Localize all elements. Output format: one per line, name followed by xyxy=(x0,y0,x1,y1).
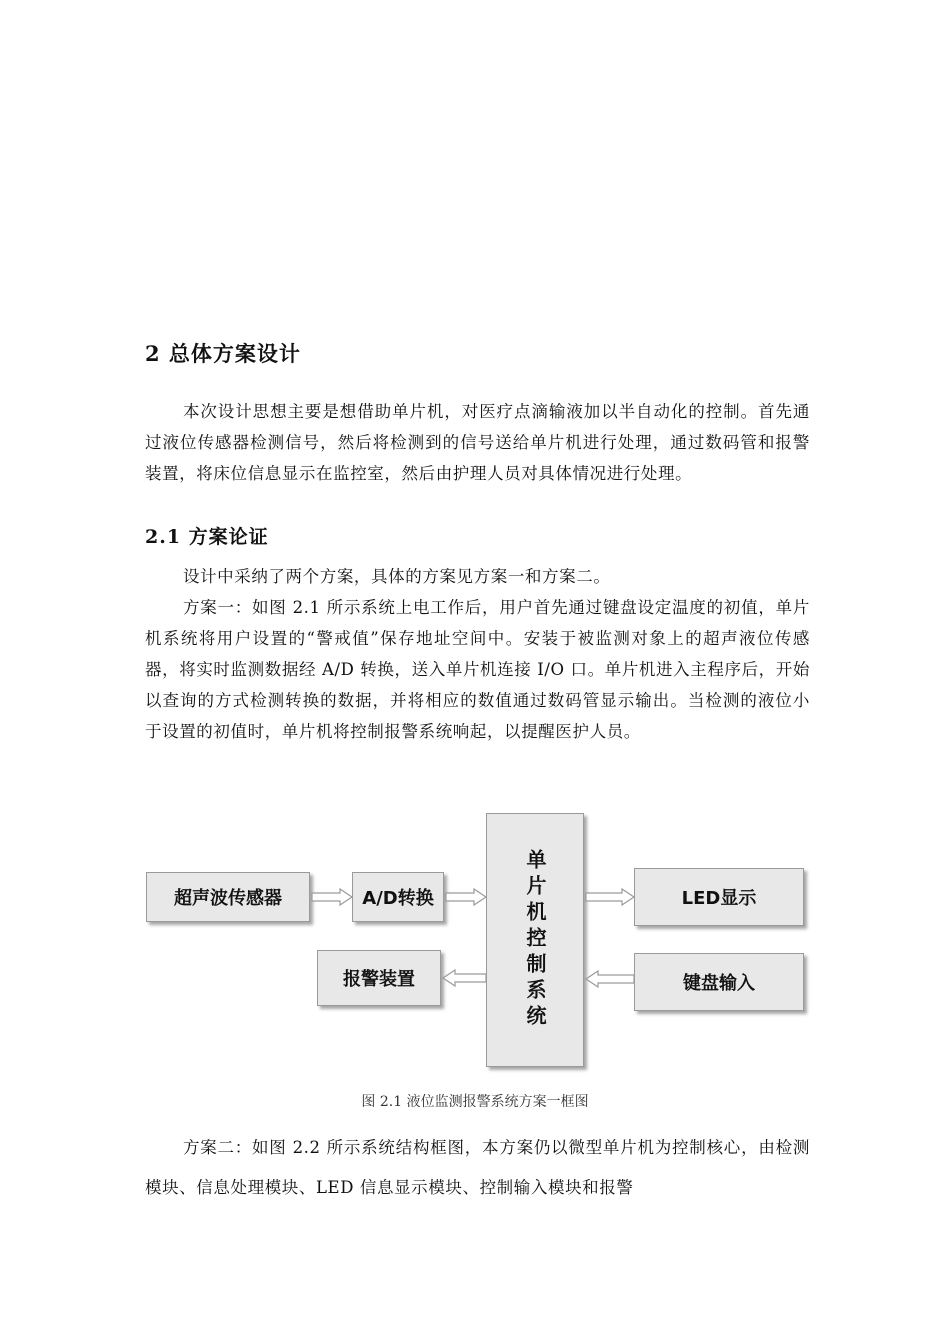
section-heading: 2 总体方案设计 xyxy=(145,341,301,366)
arrow-sensor-to-adc xyxy=(312,889,352,905)
keyboard-label: 键盘输入 xyxy=(683,973,755,994)
mcu-label: 单片机控制系统 xyxy=(523,849,547,1031)
led-label: LED显示 xyxy=(681,888,757,909)
arrow-keyboard-to-mcu xyxy=(586,971,634,987)
arrow-mcu-to-alarm xyxy=(443,970,486,986)
arrow-mcu-to-led xyxy=(586,889,634,905)
paragraph-scheme-one: 方案一：如图 2.1 所示系统上电工作后，用户首先通过键盘设定温度的初值，单片机系统将用户设置的“警戒值”保存地址空间中。安装于被监测对象上的超声液位传感器，将实时监测数据经 A/D 转换，送入单片机连接 I/O 口。单片机进入主程序后，开始以查询的方式检测转换的数据，并将相应的数值通过数码管显示输出。当检测的液位小于设置的初值时，单片机将控制报警系统响起，以提醒医护人员。 xyxy=(145,598,810,741)
adc-label: A/D转换 xyxy=(362,888,434,909)
figure-caption: 图 2.1 液位监测报警系统方案一框图 xyxy=(361,1094,589,1110)
subsection-heading: 2.1 方案论证 xyxy=(145,526,269,548)
intro-paragraph: 本次设计思想主要是想借助单片机，对医疗点滴输液加以半自动化的控制。首先通过液位传感器检测信号，然后将检测到的信号送给单片机进行处理，通过数码管和报警装置，将床位信息显示在监控室，然后由护理人员对具体情况进行处理。 xyxy=(145,402,810,483)
sensor-label: 超声波传感器 xyxy=(174,888,282,909)
arrow-adc-to-mcu xyxy=(446,889,486,905)
paragraph-scheme-two: 方案二：如图 2.2 所示系统结构框图，本方案仍以微型单片机为控制核心，由检测模块、信息处理模块、LED 信息显示模块、控制输入模块和报警 xyxy=(145,1138,810,1197)
alarm-label: 报警装置 xyxy=(343,969,415,990)
paragraph-schemes: 设计中采纳了两个方案，具体的方案见方案一和方案二。 xyxy=(182,567,611,586)
